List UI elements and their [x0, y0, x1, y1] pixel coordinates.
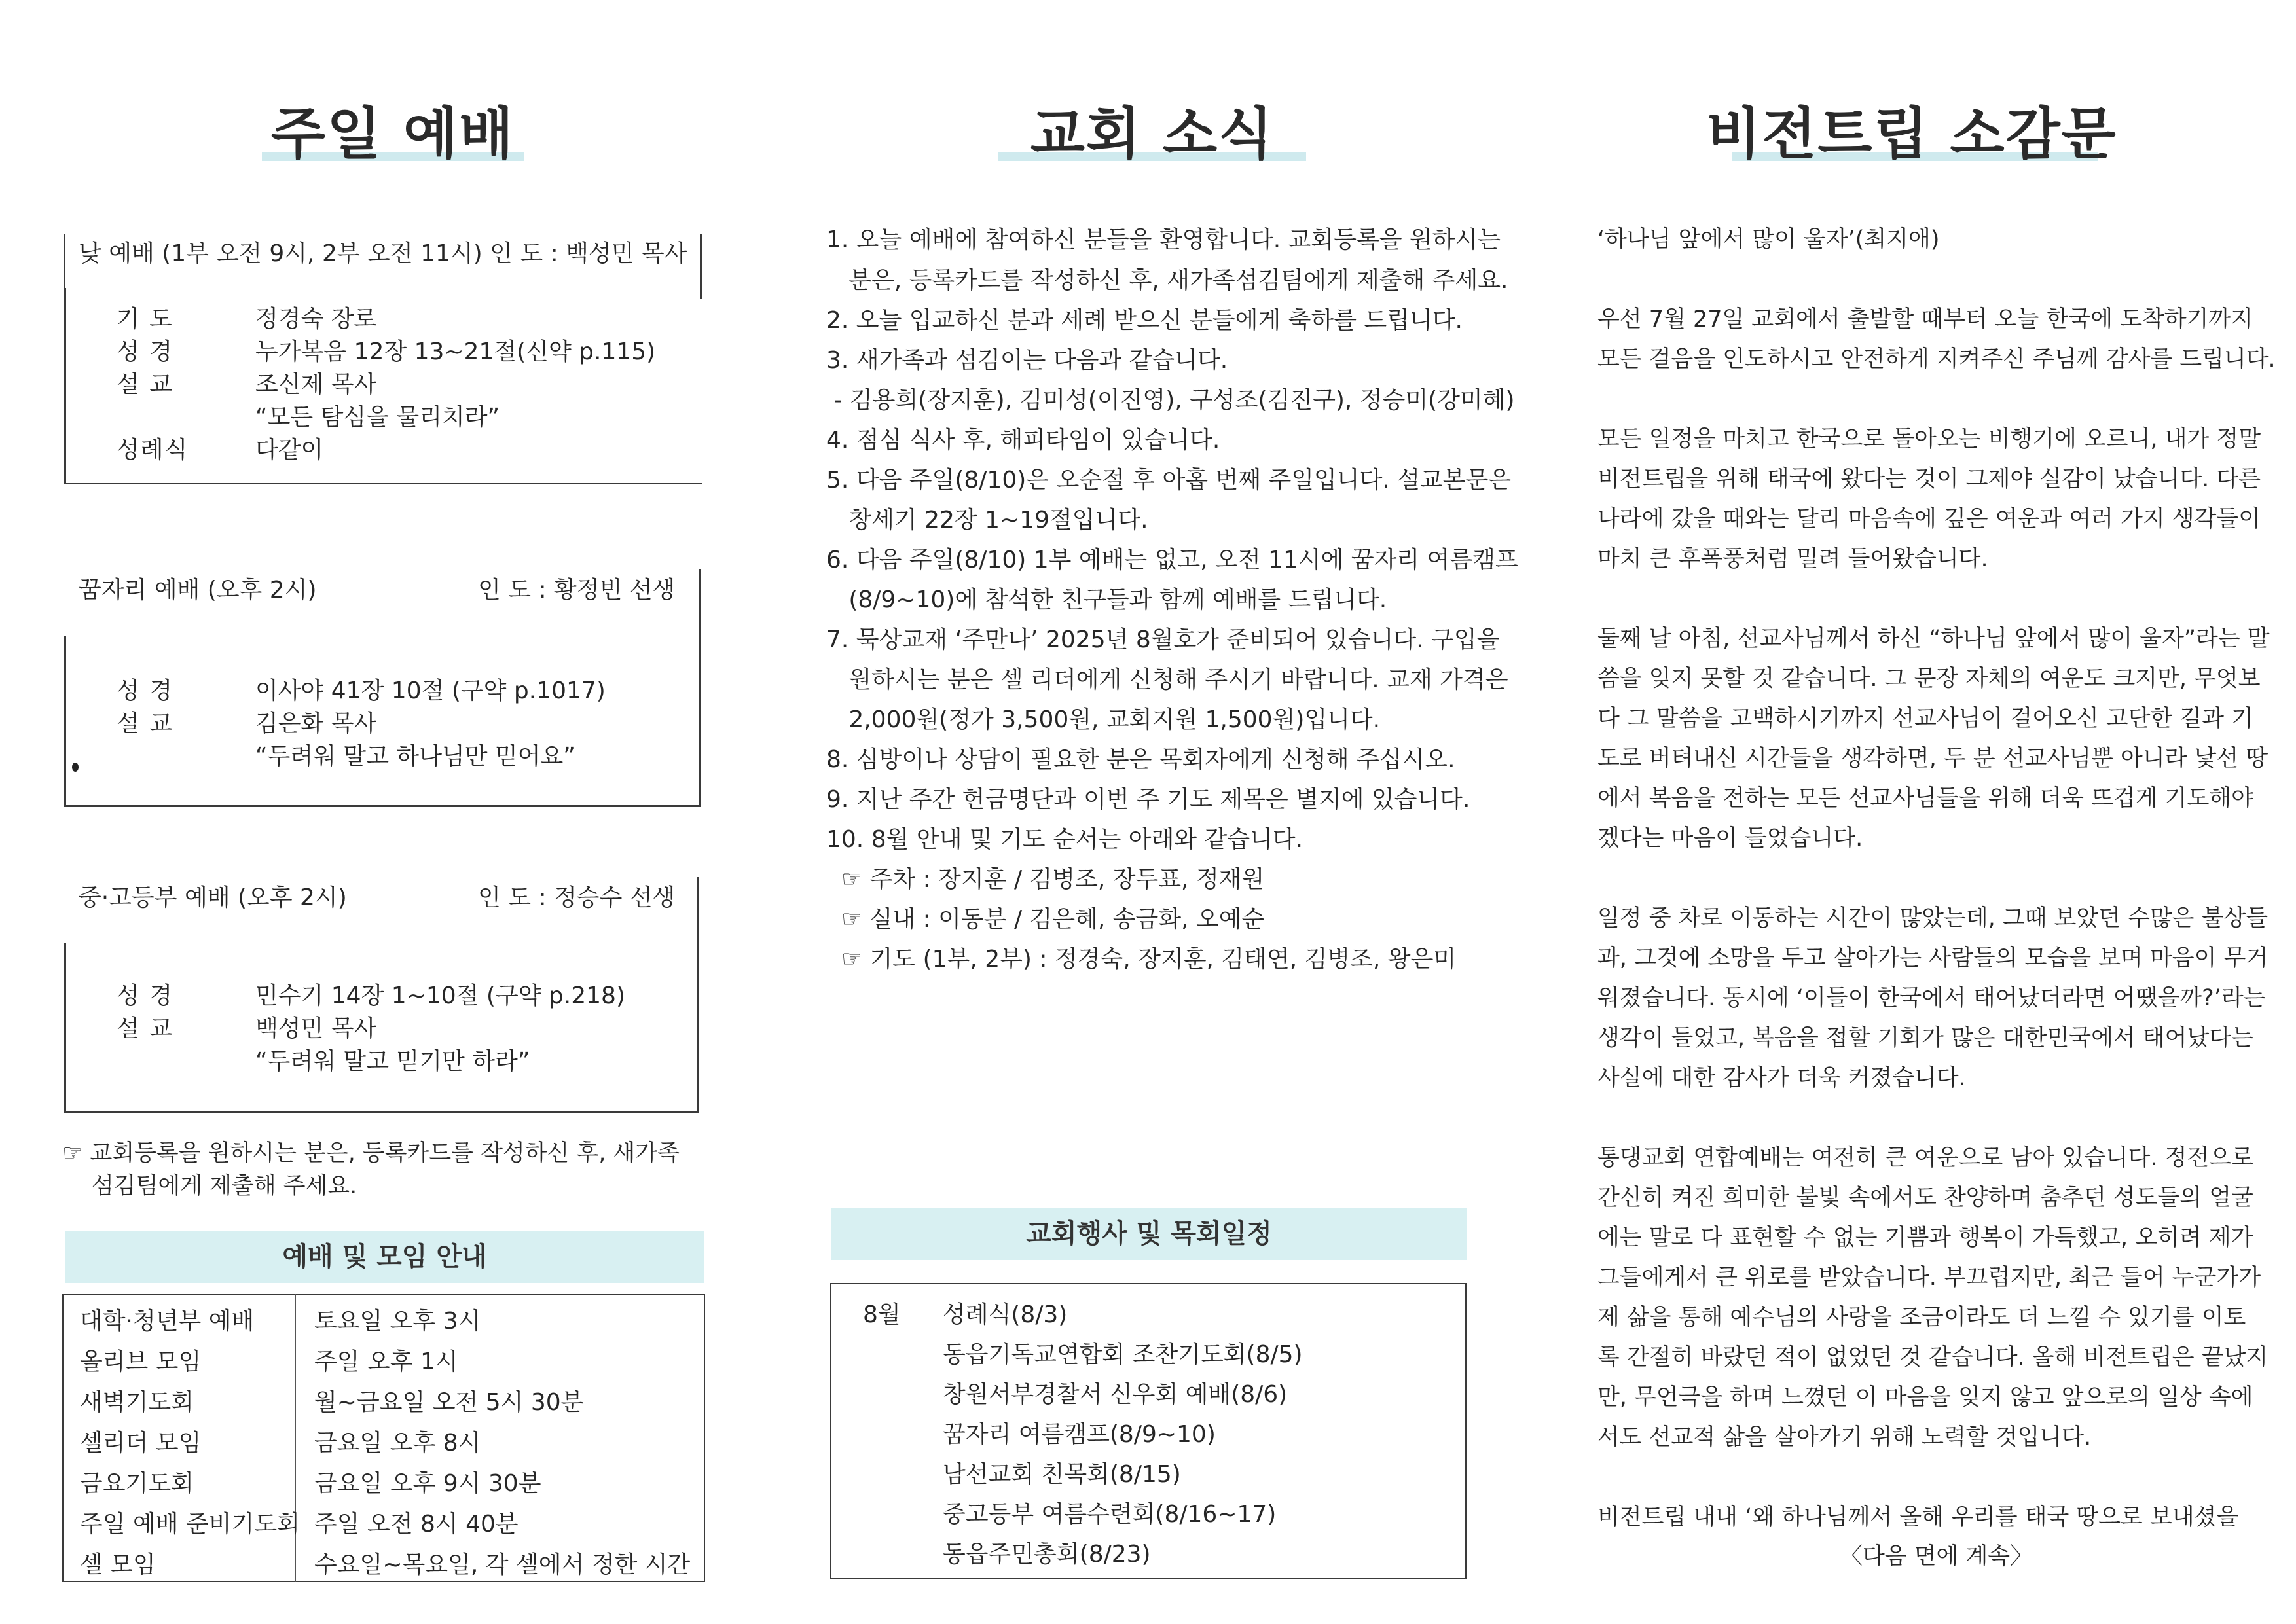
meeting-name-0: 대학·청년부 예배 — [80, 1308, 255, 1335]
news-line-10: 7. 묵상교재 ‘주만나’ 2025년 8월호가 준비되어 있습니다. 구입을 — [826, 626, 1500, 653]
meeting-time-2: 월~금요일 오전 5시 30분 — [314, 1389, 584, 1416]
schedule-item-4: 남선교회 친목회(8/15) — [943, 1461, 1181, 1488]
essay-p3-l1: 과, 그것에 소망을 두고 살아가는 사람들의 모습을 보며 마음이 무거 — [1597, 945, 2269, 971]
essay-p3-l0: 일정 중 차로 이동하는 시간이 많았는데, 그때 보았던 수많은 불상들 — [1597, 905, 2269, 931]
service1-value-0: 정경숙 장로 — [255, 306, 377, 333]
news-line-13: 8. 심방이나 상담이 필요한 분은 목회자에게 신청해 주십시오. — [826, 746, 1455, 773]
service1-label-1: 성 경 — [117, 338, 173, 365]
meeting-time-4: 금요일 오후 9시 30분 — [314, 1470, 541, 1497]
essay-p1-l2: 나라에 갔을 때와는 달리 마음속에 깊은 여운과 여러 가지 생각들이 — [1597, 506, 2261, 532]
service2-value-1: 김은화 목사 — [255, 710, 377, 737]
news-line-8: 6. 다음 주일(8/10) 1부 예배는 없고, 오전 11시에 꿈자리 여름캠프 — [826, 547, 1518, 573]
service2-title: 꿈자리 예배 (오후 2시) — [79, 577, 317, 604]
essay-p4-l7: 서도 선교적 삶을 살아가기 위해 노력할 것입니다. — [1597, 1424, 2092, 1451]
news-line-3: 3. 새가족과 섬김이는 다음과 같습니다. — [826, 347, 1228, 374]
service1-label-4: 성례식 — [117, 437, 189, 463]
service2-label-1: 설 교 — [117, 710, 173, 737]
essay-p4-l6: 만, 무언극을 하며 느꼈던 이 마음을 잊지 않고 앞으로의 일상 속에 — [1597, 1384, 2253, 1411]
essay-p0-l0: 우선 7월 27일 교회에서 출발할 때부터 오늘 한국에 도착하기까지 — [1597, 306, 2253, 333]
service3-left-rule — [64, 943, 66, 1113]
essay-p3-l2: 워졌습니다. 동시에 ‘이들이 한국에서 태어났더라면 어땠을까?’라는 — [1597, 985, 2266, 1011]
service2-leader: 인 도 : 황정빈 선생 — [478, 577, 676, 604]
service1-label-2: 설 교 — [117, 371, 173, 398]
meeting-name-2: 새벽기도회 — [80, 1389, 194, 1416]
meeting-time-0: 토요일 오후 3시 — [314, 1308, 481, 1335]
essay-p5-l0: 비전트립 내내 ‘왜 하나님께서 올해 우리를 태국 땅으로 보내셨을 — [1597, 1504, 2239, 1530]
essay-p1-l3: 마치 큰 후폭풍처럼 밀려 들어왔습니다. — [1597, 546, 1988, 572]
service1-box-left-top — [64, 288, 66, 484]
news-line-0: 1. 오늘 예배에 참여하신 분들을 환영합니다. 교회등록을 원하시는 — [826, 226, 1501, 253]
service3-leader: 인 도 : 정승수 선생 — [478, 884, 676, 911]
essay-p2-l5: 겠다는 마음이 들었습니다. — [1597, 825, 1863, 852]
service3-bottom-rule — [64, 1111, 699, 1113]
schedule-title: 교회행사 및 목회일정 — [1026, 1219, 1272, 1249]
service3-value-0: 민수기 14장 1~10절 (구약 p.218) — [255, 983, 625, 1009]
schedule-month: 8월 — [863, 1301, 901, 1328]
essay-p3-l4: 사실에 대한 감사가 더욱 커졌습니다. — [1597, 1065, 1966, 1091]
meeting-name-1: 올리브 모임 — [80, 1348, 202, 1375]
news-line-6: 5. 다음 주일(8/10)은 오순절 후 아홉 번째 주일입니다. 설교본문은 — [826, 467, 1512, 494]
essay-p2-l1: 씀을 잊지 못할 것 같습니다. 그 문장 자체의 여운도 크지만, 무엇보 — [1597, 666, 2261, 692]
service1-box-right — [700, 234, 702, 299]
essay-p2-l0: 둘째 날 아침, 선교사님께서 하신 “하나님 앞에서 많이 울자”라는 말 — [1597, 626, 2270, 652]
meeting-name-4: 금요기도회 — [80, 1470, 194, 1497]
left-heading: 주일 예배 — [270, 101, 515, 167]
service3-title: 중·고등부 예배 (오후 2시) — [79, 884, 347, 911]
meeting-name-5: 주일 예배 준비기도회 — [80, 1511, 300, 1538]
essay-p4-l1: 간신히 켜진 희미한 불빛 속에서도 찬양하며 춤추던 성도들의 얼굴 — [1597, 1185, 2253, 1211]
news-line-7: 창세기 22장 1~19절입니다. — [826, 507, 1148, 533]
essay-continued: 〈다음 면에 계속〉 — [1840, 1543, 2033, 1570]
service3-label-0: 성 경 — [117, 983, 173, 1009]
essay-p2-l4: 에서 복음을 전하는 모든 선교사님들을 위해 더욱 뜨겁게 기도해야 — [1597, 785, 2253, 812]
middle-heading: 교회 소식 — [1030, 101, 1275, 167]
schedule-item-5: 중고등부 여름수련회(8/16~17) — [943, 1501, 1277, 1528]
meetings-title: 예배 및 모임 안내 — [282, 1242, 487, 1272]
meetings-divider — [295, 1294, 296, 1582]
news-line-4: - 김용희(장지훈), 김미성(이진영), 구성조(김진구), 정승미(강미혜) — [826, 387, 1515, 414]
service3-right-rule — [697, 877, 699, 1113]
service2-right-rule — [699, 569, 701, 806]
news-line-1: 분은, 등록카드를 작성하신 후, 새가족섬김팀에게 제출해 주세요. — [826, 267, 1508, 294]
service1-value-4: 다같이 — [255, 437, 324, 463]
registration-notice-line2: 섬김팀에게 제출해 주세요. — [92, 1173, 357, 1199]
service2-value-2: “두려워 말고 하나님만 믿어요” — [255, 743, 575, 770]
service1-title: 낮 예배 (1부 오전 9시, 2부 오전 11시) 인 도 : 백성민 목사 — [79, 240, 687, 267]
service3-value-2: “두려워 말고 믿기만 하라” — [255, 1048, 530, 1075]
service1-value-1: 누가복음 12장 13~21절(신약 p.115) — [255, 338, 656, 365]
service2-value-0: 이사야 41장 10절 (구약 p.1017) — [255, 677, 606, 704]
news-line-5: 4. 점심 식사 후, 해피타임이 있습니다. — [826, 427, 1220, 454]
meeting-name-6: 셀 모임 — [80, 1551, 156, 1578]
schedule-item-3: 꿈자리 여름캠프(8/9~10) — [943, 1421, 1216, 1448]
registration-notice-line1: ☞ 교회등록을 원하시는 분은, 등록카드를 작성하신 후, 새가족 — [62, 1140, 680, 1166]
news-line-11: 원하시는 분은 셀 리더에게 신청해 주시기 바랍니다. 교재 가격은 — [826, 666, 1508, 693]
news-line-2: 2. 오늘 입교하신 분과 세례 받으신 분들에게 축하를 드립니다. — [826, 307, 1463, 334]
news-line-15: 10. 8월 안내 및 기도 순서는 아래와 같습니다. — [826, 826, 1303, 853]
meeting-time-1: 주일 오후 1시 — [314, 1348, 458, 1375]
essay-p2-l2: 다 그 말씀을 고백하시기까지 선교사님이 걸어오신 고단한 길과 기 — [1597, 706, 2253, 732]
service1-value-3: “모든 탐심을 물리치라” — [255, 404, 500, 431]
essay-p4-l2: 에는 말로 다 표현할 수 없는 기쁨과 행복이 가득했고, 오히려 제가 — [1597, 1225, 2253, 1251]
meetings-title-band — [65, 1231, 704, 1283]
essay-p4-l4: 제 삶을 통해 예수님의 사랑을 조금이라도 더 느낄 수 있기를 이토 — [1597, 1305, 2246, 1331]
service1-label-0: 기 도 — [117, 306, 173, 333]
meeting-name-3: 셀리더 모임 — [80, 1430, 202, 1456]
essay-p2-l3: 도로 버텨내신 시간들을 생각하면, 두 분 선교사님뿐 아니라 낯선 땅 — [1597, 746, 2269, 772]
service3-value-1: 백성민 목사 — [255, 1015, 377, 1042]
news-line-17: ☞ 실내 : 이동분 / 김은혜, 송금화, 오예순 — [826, 906, 1265, 933]
essay-subtitle: ‘하나님 앞에서 많이 울자’(최지애) — [1597, 226, 1940, 253]
essay-p0-l1: 모든 걸음을 인도하시고 안전하게 지켜주신 주님께 감사를 드립니다. — [1597, 346, 2276, 372]
service2-top-rule — [64, 636, 66, 806]
news-line-16: ☞ 주차 : 장지훈 / 김병조, 장두표, 정재원 — [826, 866, 1265, 893]
essay-p1-l0: 모든 일정을 마치고 한국으로 돌아오는 비행기에 오르니, 내가 정말 — [1597, 426, 2261, 452]
news-line-14: 9. 지난 주간 헌금명단과 이번 주 기도 제목은 별지에 있습니다. — [826, 786, 1470, 813]
schedule-item-0: 성례식(8/3) — [943, 1301, 1068, 1328]
essay-p4-l0: 통댕교회 연합예배는 여전히 큰 여운으로 남아 있습니다. 정전으로 — [1597, 1145, 2253, 1171]
essay-p3-l3: 생각이 들었고, 복음을 접할 기회가 많은 대한민국에서 태어났다는 — [1597, 1025, 2253, 1051]
meeting-time-6: 수요일~목요일, 각 셀에서 정한 시간 — [314, 1551, 691, 1578]
service3-label-1: 설 교 — [117, 1015, 173, 1042]
essay-p4-l5: 록 간절히 바랐던 적이 없었던 것 같습니다. 올해 비전트립은 끝났지 — [1597, 1344, 2269, 1371]
schedule-item-2: 창원서부경찰서 신우회 예배(8/6) — [943, 1381, 1288, 1408]
essay-p1-l1: 비전트립을 위해 태국에 왔다는 것이 그제야 실감이 났습니다. 다른 — [1597, 466, 2261, 492]
meeting-time-5: 주일 오전 8시 40분 — [314, 1511, 519, 1538]
schedule-item-1: 동읍기독교연합회 조찬기도회(8/5) — [943, 1341, 1303, 1368]
schedule-title-band — [831, 1208, 1467, 1260]
essay-p4-l3: 그들에게서 큰 위로를 받았습니다. 부끄럽지만, 최근 들어 누군가가 — [1597, 1265, 2261, 1291]
news-line-18: ☞ 기도 (1부, 2부) : 정경숙, 장지훈, 김태연, 김병조, 왕은미 — [826, 946, 1457, 973]
service2-bottom-rule — [64, 805, 701, 807]
right-heading: 비전트립 소감문 — [1706, 101, 2117, 167]
news-line-9: (8/9~10)에 참석한 친구들과 함께 예배를 드립니다. — [826, 586, 1387, 613]
service2-label-0: 성 경 — [117, 677, 173, 704]
news-line-12: 2,000원(정가 3,500원, 교회지원 1,500원)입니다. — [826, 706, 1381, 733]
stray-mark — [72, 763, 79, 772]
service1-value-2: 조신제 목사 — [255, 371, 377, 398]
schedule-item-6: 동읍주민총회(8/23) — [943, 1541, 1151, 1568]
meeting-time-3: 금요일 오후 8시 — [314, 1430, 481, 1456]
